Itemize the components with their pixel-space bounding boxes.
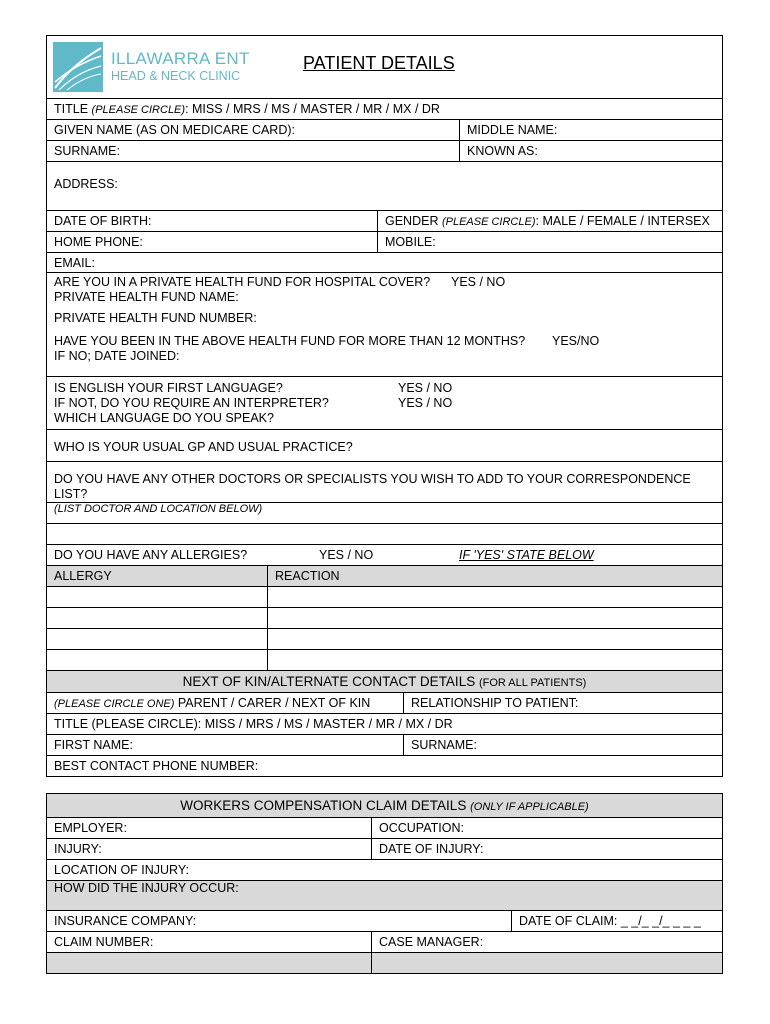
allergies-row [47, 544, 722, 565]
employer-label: EMPLOYER: [54, 821, 127, 835]
language-question: WHICH LANGUAGE DO YOU SPEAK? [54, 411, 274, 425]
form-header [47, 36, 722, 98]
health-fund-name-label: PRIVATE HEALTH FUND NAME: [54, 290, 239, 304]
case-manager-field[interactable] [371, 932, 722, 952]
doctors-row [47, 461, 722, 515]
language-row [47, 376, 722, 429]
reaction-column-header: REACTION [267, 566, 722, 586]
clinic-logo-icon [53, 42, 103, 92]
insurance-field[interactable] [47, 911, 511, 931]
english-question: IS ENGLISH YOUR FIRST LANGUAGE? [54, 381, 283, 395]
title-options: : MISS / MRS / MS / MASTER / MR / MX / DR [185, 102, 440, 116]
kin-surname-label: SURNAME: [411, 738, 477, 752]
gender-hint: (PLEASE CIRCLE) [441, 216, 536, 228]
kin-title-row [47, 713, 722, 734]
allergy-table-header [47, 565, 722, 586]
gender-label: GENDER [385, 214, 439, 228]
title-label: TITLE [54, 102, 89, 116]
allergy-row-2 [47, 607, 722, 628]
language-block[interactable] [47, 377, 722, 429]
middle-name-label: MIDDLE NAME: [467, 123, 558, 137]
health-fund-yes-no[interactable]: YES / NO [451, 275, 506, 289]
gp-row [47, 429, 722, 461]
kin-first-name-label: FIRST NAME: [54, 738, 133, 752]
case-manager-entry[interactable] [371, 953, 722, 973]
next-of-kin-heading: NEXT OF KIN/ALTERNATE CONTACT DETAILS [182, 674, 476, 689]
dob-label: DATE OF BIRTH: [54, 214, 152, 228]
reaction-cell[interactable] [267, 587, 722, 607]
patient-details-section [46, 35, 723, 777]
phone-row [47, 231, 722, 252]
how-field[interactable] [47, 881, 722, 910]
workers-comp-heading: WORKERS COMPENSATION CLAIM DETAILS [180, 798, 467, 813]
health-fund-number-label: PRIVATE HEALTH FUND NUMBER: [54, 311, 257, 325]
claim-number-label: CLAIM NUMBER: [54, 935, 154, 949]
page-title: PATIENT DETAILS [303, 53, 455, 73]
kin-title-label: TITLE (PLEASE CIRCLE): MISS / MRS / MS / MASTER / MR / MX / DR [54, 717, 453, 731]
title-field[interactable] [47, 99, 722, 119]
interpreter-yes-no[interactable]: YES / NO [398, 396, 453, 410]
kin-phone-label: BEST CONTACT PHONE NUMBER: [54, 759, 259, 773]
reaction-cell[interactable] [267, 629, 722, 649]
insurance-row [47, 910, 722, 931]
reaction-cell[interactable] [267, 608, 722, 628]
gp-question: WHO IS YOUR USUAL GP AND USUAL PRACTICE? [54, 440, 353, 454]
date-of-injury-field[interactable] [371, 839, 722, 859]
occupation-field[interactable] [371, 818, 722, 838]
relationship-label: RELATIONSHIP TO PATIENT: [411, 696, 579, 710]
workers-comp-header [47, 794, 722, 817]
health-fund-row [47, 272, 722, 376]
claim-blank-row [47, 952, 722, 973]
title-row [47, 98, 722, 119]
given-name-label: GIVEN NAME (AS ON MEDICARE CARD): [54, 123, 295, 137]
workers-comp-note: (ONLY IF APPLICABLE) [470, 801, 589, 813]
home-phone-label: HOME PHONE: [54, 235, 143, 249]
kin-phone-row [47, 755, 722, 776]
kin-surname-field[interactable] [403, 735, 722, 755]
address-row [47, 161, 722, 210]
gender-field[interactable] [377, 211, 722, 231]
kin-name-row [47, 734, 722, 755]
allergy-row-3 [47, 628, 722, 649]
contact-type-row [47, 692, 722, 713]
workers-comp-section [46, 793, 723, 974]
allergy-cell[interactable] [47, 608, 267, 628]
doctors-hint: (LIST DOCTOR AND LOCATION BELOW) [54, 503, 263, 515]
kin-first-name-field[interactable] [47, 735, 403, 755]
allergy-cell[interactable] [47, 587, 267, 607]
kin-title-field[interactable] [47, 714, 722, 734]
dob-field[interactable] [47, 211, 377, 231]
title-hint: (PLEASE CIRCLE) [91, 104, 186, 116]
clinic-subtitle: HEAD & NECK CLINIC [111, 69, 241, 83]
given-name-field[interactable] [47, 120, 459, 140]
injury-row [47, 838, 722, 859]
circle-one-hint: (PLEASE CIRCLE ONE) [54, 698, 175, 710]
how-label: HOW DID THE INJURY OCCUR: [54, 881, 239, 895]
home-phone-field[interactable] [47, 232, 377, 252]
injury-field[interactable] [47, 839, 371, 859]
allergies-hint: IF 'YES' STATE BELOW [459, 548, 594, 562]
kin-phone-field[interactable] [47, 756, 722, 776]
mobile-field[interactable] [377, 232, 722, 252]
relationship-field[interactable] [403, 693, 722, 713]
date-joined-label: IF NO; DATE JOINED: [54, 349, 180, 363]
mobile-label: MOBILE: [385, 235, 436, 249]
gender-options: : MALE / FEMALE / INTERSEX [535, 214, 710, 228]
location-field[interactable] [47, 860, 722, 880]
employer-row [47, 817, 722, 838]
email-field[interactable] [47, 253, 722, 272]
email-label: EMAIL: [54, 256, 95, 270]
health-fund-block[interactable] [47, 273, 722, 376]
claim-number-field[interactable] [47, 932, 371, 952]
case-manager-label: CASE MANAGER: [379, 935, 484, 949]
date-of-injury-label: DATE OF INJURY: [379, 842, 484, 856]
dob-row [47, 210, 722, 231]
date-of-claim-label: DATE OF CLAIM: _ _/_ _/_ _ _ _ [519, 914, 701, 928]
surname-label: SURNAME: [54, 144, 120, 158]
how-row [47, 880, 722, 910]
injury-label: INJURY: [54, 842, 102, 856]
allergy-cell[interactable] [47, 650, 267, 670]
known-as-field[interactable] [459, 141, 722, 161]
contact-type-options: PARENT / CARER / NEXT OF KIN [174, 696, 371, 710]
claim-row [47, 931, 722, 952]
allergies-field[interactable] [47, 545, 722, 565]
location-label: LOCATION OF INJURY: [54, 863, 189, 877]
allergy-row-1 [47, 586, 722, 607]
doctors-line-1[interactable] [47, 502, 722, 523]
twelve-months-yes-no[interactable]: YES/NO [552, 334, 600, 348]
employer-field[interactable] [47, 818, 371, 838]
doctors-line-2[interactable] [47, 523, 722, 544]
reaction-cell[interactable] [267, 650, 722, 670]
english-yes-no[interactable]: YES / NO [398, 381, 453, 395]
surname-row [47, 140, 722, 161]
address-field[interactable] [47, 162, 722, 210]
allergies-question: DO YOU HAVE ANY ALLERGIES? [54, 548, 248, 562]
allergy-column-header: ALLERGY [54, 569, 112, 583]
interpreter-question: IF NOT, DO YOU REQUIRE AN INTERPRETER? [54, 396, 329, 410]
allergies-yes-no[interactable]: YES / NO [319, 548, 374, 562]
date-of-claim-field[interactable] [511, 911, 722, 931]
name-row [47, 119, 722, 140]
known-as-label: KNOWN AS: [467, 144, 538, 158]
next-of-kin-header [47, 670, 722, 692]
location-row [47, 859, 722, 880]
surname-field[interactable] [47, 141, 459, 161]
gp-field[interactable] [47, 430, 722, 461]
doctors-question: DO YOU HAVE ANY OTHER DOCTORS OR SPECIALISTS YOU WISH TO ADD TO YOUR CORRESPONDENCE LIST? [54, 472, 691, 501]
claim-number-entry[interactable] [47, 953, 371, 973]
clinic-name: ILLAWARRA ENT [111, 49, 250, 68]
email-row [47, 252, 722, 272]
health-fund-question: ARE YOU IN A PRIVATE HEALTH FUND FOR HOSPITAL COVER? [54, 275, 431, 289]
occupation-label: OCCUPATION: [379, 821, 464, 835]
next-of-kin-note: (FOR ALL PATIENTS) [478, 677, 587, 689]
twelve-months-question: HAVE YOU BEEN IN THE ABOVE HEALTH FUND FOR MORE THAN 12 MONTHS? [54, 334, 526, 348]
allergy-row-4 [47, 649, 722, 670]
address-label: ADDRESS: [54, 177, 118, 191]
allergy-cell[interactable] [47, 629, 267, 649]
doctors-field[interactable] [47, 462, 722, 515]
middle-name-field[interactable] [459, 120, 722, 140]
insurance-label: INSURANCE COMPANY: [54, 914, 197, 928]
contact-type-field[interactable] [47, 693, 403, 713]
